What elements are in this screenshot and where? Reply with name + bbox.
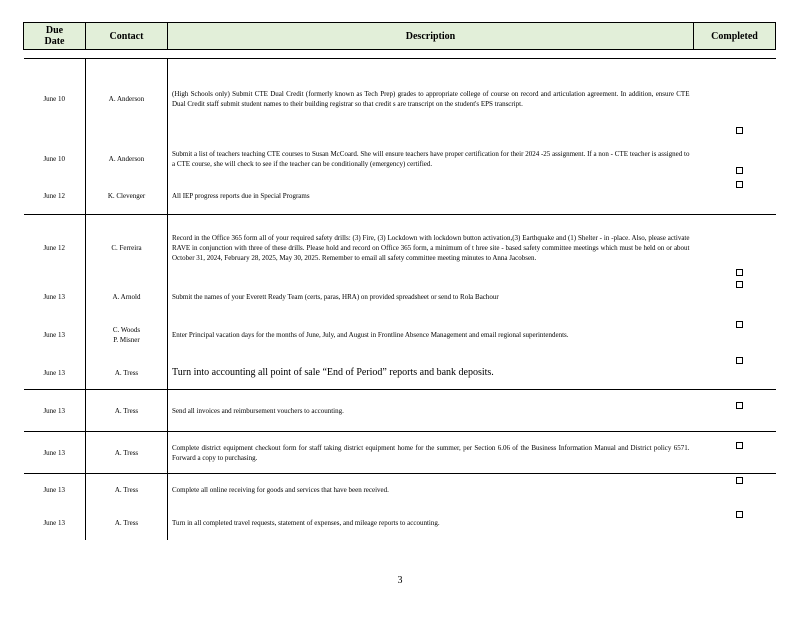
- completed-checkbox[interactable]: [736, 477, 743, 484]
- description-cell: Turn into accounting all point of sale “End of Period” reports and bank deposits.: [168, 357, 694, 390]
- page-number: 3: [397, 575, 403, 586]
- due-date-cell: June 13: [24, 281, 86, 313]
- due-date-cell: June 13: [24, 390, 86, 432]
- description-cell: All IEP progress reports due in Special Programs: [168, 179, 694, 215]
- due-date-cell: June 10: [24, 139, 86, 179]
- contact-cell: [86, 313, 168, 357]
- contact-name-secondary: P. Misner: [113, 335, 140, 344]
- header-completed: Completed: [694, 23, 776, 50]
- completed-cell: [694, 59, 776, 139]
- completed-cell: [694, 474, 776, 507]
- table-row: [24, 59, 776, 139]
- completed-cell: [694, 357, 776, 390]
- contact-cell: A. Anderson: [86, 139, 168, 179]
- completed-cell: [694, 432, 776, 474]
- description-cell: (High Schools only) Submit CTE Dual Credit (formerly known as Tech Prep) grades to appropriate college of course on record and articulation agreement. In addition, ensure CTE Dual Credit staff submit student names to their building registrar so that credit s are transcript on the student's EPS transcript.: [172, 89, 690, 108]
- table-row: [24, 432, 776, 474]
- completed-checkbox[interactable]: [736, 511, 743, 518]
- header-due-date: Due Date: [24, 23, 86, 50]
- table-row: [24, 215, 776, 281]
- due-date-cell: June 12: [24, 215, 86, 281]
- completed-checkbox[interactable]: [736, 402, 743, 409]
- contact-cell: A. Tress: [86, 357, 168, 390]
- completed-cell: [694, 281, 776, 313]
- description-cell: Enter Principal vacation days for the months of June, July, and August in Frontline Absence Management and email regional superintendents.: [172, 330, 569, 339]
- header-description: Description: [168, 23, 694, 50]
- due-date-cell: June 13: [24, 313, 86, 357]
- due-date-cell: June 12: [24, 179, 86, 215]
- contact-cell: A. Anderson: [86, 59, 168, 139]
- contact-cell: K. Clevenger: [86, 179, 168, 215]
- completed-checkbox[interactable]: [736, 167, 743, 174]
- spacer-row: [24, 50, 776, 59]
- due-date-cell: June 13: [24, 507, 86, 540]
- contact-cell: C. Ferreira: [86, 215, 168, 281]
- table-row: [24, 139, 776, 179]
- table-row: [24, 390, 776, 432]
- completed-cell: [694, 179, 776, 215]
- contact-cell: A. Arnold: [86, 281, 168, 313]
- contact-cell: A. Tress: [86, 507, 168, 540]
- contact-cell: A. Tress: [86, 432, 168, 474]
- contact-name: C. Woods: [112, 325, 141, 334]
- due-date-cell: June 13: [24, 432, 86, 474]
- due-date-cell: June 13: [24, 357, 86, 390]
- completed-cell: [694, 390, 776, 432]
- description-cell: Complete district equipment checkout form for staff taking district equipment home for the summer, per Section 6.06 of the Business Information Manual and District policy 6571. Forward a copy to purchasing.: [168, 432, 694, 474]
- due-date-cell: June 13: [24, 474, 86, 507]
- description-cell: Submit a list of teachers teaching CTE courses to Susan McCoard. She will ensure teachers have proper certification for their 2024 -25 assignment. If a non - CTE teacher is assigned to a CTE course, she will check to see if the teacher can be conditionally (emergency) certified.: [172, 149, 690, 168]
- completed-cell: [694, 507, 776, 540]
- description-cell: Submit the names of your Everett Ready Team (certs, paras, HRA) on provided spreadsheet or send to Rola Bachour: [172, 292, 499, 301]
- table-row: [24, 474, 776, 507]
- completed-cell: [694, 139, 776, 179]
- table-row: [24, 507, 776, 540]
- completed-cell: [694, 313, 776, 357]
- table-row: [24, 281, 776, 313]
- description-cell: Record in the Office 365 form all of your required safety drills: (3) Fire, (3) Lockdown with lockdown button activation,(3) Earthquake and (1) Shelter - in -place. Also, please activate RAVE in conjunction with three of these drills. Please hold and record on Office 365 form, a minimum of t hree site - based safety committee meetings which must be held on or about October 31, 2024, February 28, 2025, May 30, 2025. Remember to email all safety committee meeting minutes to Anna Jacobsen.: [172, 233, 690, 262]
- description-cell: Turn in all completed travel requests, statement of expenses, and mileage reports to accounting.: [172, 519, 440, 527]
- completed-checkbox[interactable]: [736, 181, 743, 188]
- due-date-cell: June 10: [24, 59, 86, 139]
- contact-cell: A. Tress: [86, 474, 168, 507]
- description-cell: Send all invoices and reimbursement vouchers to accounting.: [168, 390, 694, 432]
- completed-checkbox[interactable]: [736, 442, 743, 449]
- header-contact: Contact: [86, 23, 168, 50]
- description-cell: Complete all online receiving for goods and services that have been received.: [172, 486, 389, 495]
- completed-checkbox[interactable]: [736, 269, 743, 276]
- header-row: [24, 23, 776, 50]
- task-table-container: [23, 22, 775, 540]
- table-row: [24, 179, 776, 215]
- contact-cell: A. Tress: [86, 390, 168, 432]
- completed-checkbox[interactable]: [736, 357, 743, 364]
- completed-checkbox[interactable]: [736, 281, 743, 288]
- table-row: [24, 313, 776, 357]
- completed-cell: [694, 215, 776, 281]
- table-row: [24, 357, 776, 390]
- task-table: [23, 22, 776, 540]
- completed-checkbox[interactable]: [736, 127, 743, 134]
- completed-checkbox[interactable]: [736, 321, 743, 328]
